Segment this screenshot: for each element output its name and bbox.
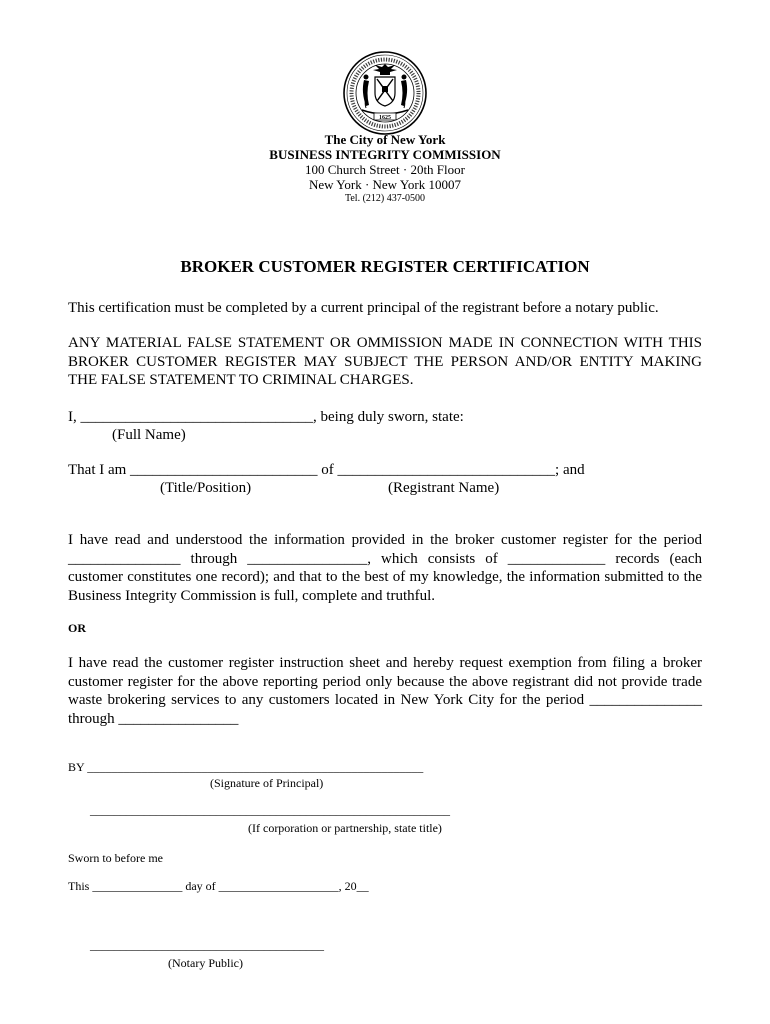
signature-label: (Signature of Principal) [210, 776, 324, 790]
notary-label: (Notary Public) [168, 956, 243, 970]
read-paragraph [68, 531, 702, 605]
title-position-label: (Title/Position) [160, 480, 252, 496]
intro-text: This certification must be completed by a current principal of the registrant before a notary public. [68, 300, 659, 316]
exemption-paragraph [68, 654, 702, 728]
full-name-label: (Full Name) [112, 427, 186, 443]
header-telephone: Tel. (212) 437-0500 [344, 193, 426, 204]
exemption-through-line[interactable]: through ________________ [68, 710, 239, 727]
warning-text: ANY MATERIAL FALSE STATEMENT OR OMMISSION MADE IN CONNECTION WITH THIS BROKER CUSTOMER REGISTER MAY SUBJECT THE PERSON AND/OR ENTITY MAKING THE FALSE STATEMENT TO CRIMINAL CHARGES. [68, 335, 702, 388]
sworn-before-label: Sworn to before me [68, 851, 163, 865]
header-agency: BUSINESS INTEGRITY COMMISSION [269, 147, 501, 162]
corporation-title-line[interactable]: ____________________________________________________________ [90, 803, 450, 817]
date-line[interactable]: This _______________ day of ____________________, 20__ [68, 879, 369, 893]
exemption-paragraph-line: customer register for the above reporting period only because the above registrant did not provide trade [68, 673, 702, 690]
read-paragraph-line: customer constitutes one record); and that to the best of my knowledge, the information submitted to the [68, 569, 702, 585]
read-paragraph-line: Business Integrity Commission is full, complete and truthful. [68, 587, 436, 604]
sworn-statement-line[interactable]: I, _______________________________, being duly sworn, state: [68, 409, 464, 425]
exemption-paragraph-line: I have read the customer register instruction sheet and hereby request exemption from filing a broker [68, 655, 702, 671]
corporation-title-label: (If corporation or partnership, state title) [248, 821, 442, 835]
header-address-line2: New York · New York 10007 [308, 177, 462, 192]
read-paragraph-period-line[interactable]: _______________ through ________________, which consists of _____________ records (each [68, 550, 702, 567]
exemption-period-line[interactable]: waste brokering services to any customers located in New York City for the period _______________ [68, 692, 702, 708]
header-address-line1: 100 Church Street · 20th Floor [305, 162, 465, 177]
notary-signature-line[interactable]: _______________________________________ [90, 938, 324, 952]
document-title: BROKER CUSTOMER REGISTER CERTIFICATION [180, 257, 590, 276]
header-city: The City of New York [324, 132, 446, 147]
position-statement-line[interactable]: That I am _________________________ of _____________________________; and [68, 462, 585, 478]
read-paragraph-line: I have read and understood the information provided in the broker customer register for the period [68, 532, 702, 548]
nyc-seal-icon [342, 50, 428, 136]
or-label: OR [68, 621, 86, 635]
signature-line[interactable]: BY ________________________________________________________ [68, 760, 424, 774]
seal-year: 1625 [379, 115, 391, 121]
registrant-name-label: (Registrant Name) [388, 480, 500, 496]
